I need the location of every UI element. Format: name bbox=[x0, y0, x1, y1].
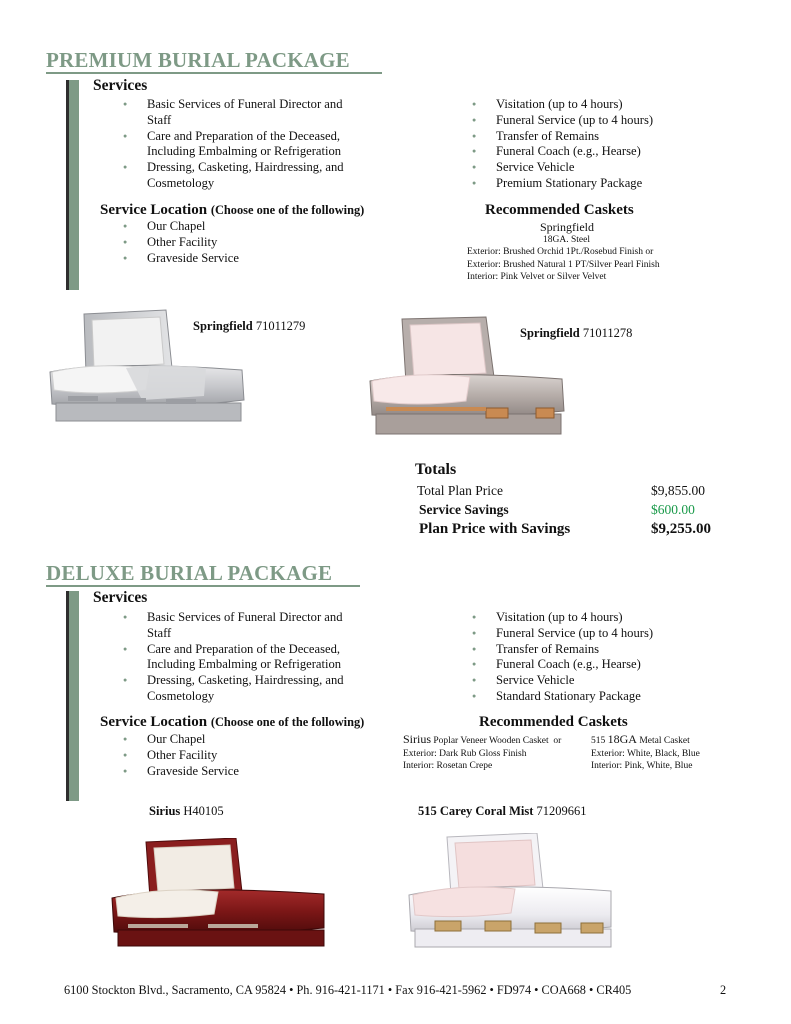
deluxe-services-left bbox=[123, 610, 363, 705]
list-item: ● Transfer of Remains bbox=[472, 642, 702, 658]
casket-a-desc: Poplar Veneer Wooden Casket bbox=[433, 736, 549, 746]
deluxe-side-bar bbox=[66, 591, 79, 801]
total-plan-price-label: Total Plan Price bbox=[417, 483, 504, 498]
total-plan-price-value: $9,855.00 bbox=[651, 483, 705, 498]
plan-price-savings-label: Plan Price with Savings bbox=[419, 521, 571, 537]
casket-a-line bbox=[403, 733, 593, 748]
casket-b-line bbox=[591, 733, 731, 748]
list-item: ● Basic Services of Funeral Director and Staff bbox=[123, 610, 363, 642]
spec-line: Exterior: Brushed Orchid 1Pt./Rosebud Finish or bbox=[467, 247, 654, 257]
casket-name: 515 Carey Coral Mist bbox=[418, 804, 534, 818]
plan-price-savings-value: $9,255.00 bbox=[651, 521, 711, 537]
list-item: ● Service Vehicle bbox=[472, 160, 702, 176]
spec-line: Exterior: Brushed Natural 1 PT/Silver Pearl Finish bbox=[467, 259, 660, 270]
list-item: ● Graveside Service bbox=[123, 764, 323, 780]
casket-a-ext: Exterior: Dark Rub Gloss Finish bbox=[403, 748, 527, 759]
premium-locations bbox=[123, 219, 323, 266]
list-item: ● Funeral Coach (e.g., Hearse) bbox=[472, 144, 702, 160]
premium-casket-gauge: 18GA. Steel bbox=[543, 235, 590, 245]
location-heading-text: Service Location bbox=[100, 714, 208, 730]
premium-location-heading bbox=[100, 202, 364, 219]
list-item: ● Funeral Coach (e.g., Hearse) bbox=[472, 657, 702, 673]
list-item: ● Funeral Service (up to 4 hours) bbox=[472, 626, 702, 642]
casket-image-coral bbox=[405, 833, 615, 961]
list-item: ● Premium Stationary Package bbox=[472, 176, 702, 192]
list-item: ● Dressing, Casketing, Hairdressing, and Cosmetology bbox=[123, 160, 363, 192]
service-savings-value: $600.00 bbox=[651, 502, 695, 517]
premium-caskets-heading: Recommended Caskets bbox=[485, 202, 634, 218]
list-item: ● Care and Preparation of the Deceased, Including Embalming or Refrigeration bbox=[123, 129, 363, 161]
casket-caption-2 bbox=[520, 326, 632, 341]
casket-code: 71011278 bbox=[582, 326, 633, 340]
spec-line: Interior: Pink Velvet or Silver Velvet bbox=[467, 272, 607, 282]
premium-services-right bbox=[472, 97, 702, 192]
casket-code: 71011279 bbox=[255, 319, 306, 333]
premium-side-bar bbox=[66, 80, 79, 290]
list-item: ● Funeral Service (up to 4 hours) bbox=[472, 113, 702, 129]
casket-code: 71209661 bbox=[536, 804, 587, 818]
list-item: ● Standard Stationary Package bbox=[472, 689, 702, 705]
list-item: ● Dressing, Casketing, Hairdressing, and Cosmetology bbox=[123, 673, 363, 705]
casket-b-gauge: 18GA bbox=[607, 732, 637, 746]
casket-b-num: 515 bbox=[591, 736, 606, 746]
casket-name: Springfield bbox=[193, 319, 253, 333]
totals-heading: Totals bbox=[415, 461, 457, 478]
premium-title: PREMIUM BURIAL PACKAGE bbox=[46, 48, 350, 72]
casket-image-wood bbox=[108, 838, 328, 956]
casket-caption-4 bbox=[418, 804, 587, 819]
premium-casket-specs bbox=[467, 246, 727, 284]
casket-a-name: Sirius bbox=[403, 732, 432, 746]
casket-caption-1 bbox=[193, 319, 305, 334]
casket-b-ext: Exterior: White, Black, Blue bbox=[591, 748, 700, 759]
list-item: ● Our Chapel bbox=[123, 219, 323, 235]
casket-b-int: Interior: Pink, White, Blue bbox=[591, 761, 693, 771]
casket-code: H40105 bbox=[183, 804, 224, 818]
location-note: (Choose one of the following) bbox=[210, 715, 365, 729]
deluxe-locations bbox=[123, 732, 323, 779]
list-item: ● Service Vehicle bbox=[472, 673, 702, 689]
deluxe-services-heading: Services bbox=[93, 589, 148, 606]
casket-b-desc: Metal Casket bbox=[639, 736, 690, 746]
list-item: ● Visitation (up to 4 hours) bbox=[472, 97, 702, 113]
deluxe-title: DELUXE BURIAL PACKAGE bbox=[46, 561, 333, 585]
casket-b-details bbox=[591, 733, 731, 773]
casket-a-int: Interior: Rosetan Crepe bbox=[403, 761, 493, 771]
list-item: ● Other Facility bbox=[123, 748, 323, 764]
list-item: ● Care and Preparation of the Deceased, Including Embalming or Refrigeration bbox=[123, 642, 363, 674]
footer-address: 6100 Stockton Blvd., Sacramento, CA 95824 • Ph. 916-421-1171 • Fax 916-421-5962 • FD974 • COA668 • CR405 bbox=[64, 983, 632, 997]
list-item: ● Other Facility bbox=[123, 235, 323, 251]
premium-services-left bbox=[123, 97, 363, 192]
casket-name: Sirius bbox=[149, 804, 181, 818]
casket-a-or: or bbox=[553, 736, 562, 746]
deluxe-services-right bbox=[472, 610, 702, 705]
list-item: ● Basic Services of Funeral Director and Staff bbox=[123, 97, 363, 129]
premium-title-rule bbox=[46, 72, 382, 74]
list-item: ● Visitation (up to 4 hours) bbox=[472, 610, 702, 626]
service-savings-label: Service Savings bbox=[419, 502, 509, 517]
location-heading-text: Service Location bbox=[100, 202, 208, 218]
premium-services-heading: Services bbox=[93, 77, 148, 94]
deluxe-title-rule bbox=[46, 585, 360, 587]
location-note: (Choose one of the following) bbox=[210, 203, 365, 217]
casket-caption-3 bbox=[149, 804, 224, 819]
list-item: ● Graveside Service bbox=[123, 251, 323, 267]
deluxe-location-heading bbox=[100, 714, 364, 731]
premium-casket-name: Springfield bbox=[540, 220, 594, 234]
casket-a-details bbox=[403, 733, 593, 773]
list-item: ● Our Chapel bbox=[123, 732, 323, 748]
casket-name: Springfield bbox=[520, 326, 580, 340]
deluxe-caskets-heading: Recommended Caskets bbox=[479, 714, 628, 730]
page-number: 2 bbox=[720, 983, 727, 997]
list-item: ● Transfer of Remains bbox=[472, 129, 702, 145]
